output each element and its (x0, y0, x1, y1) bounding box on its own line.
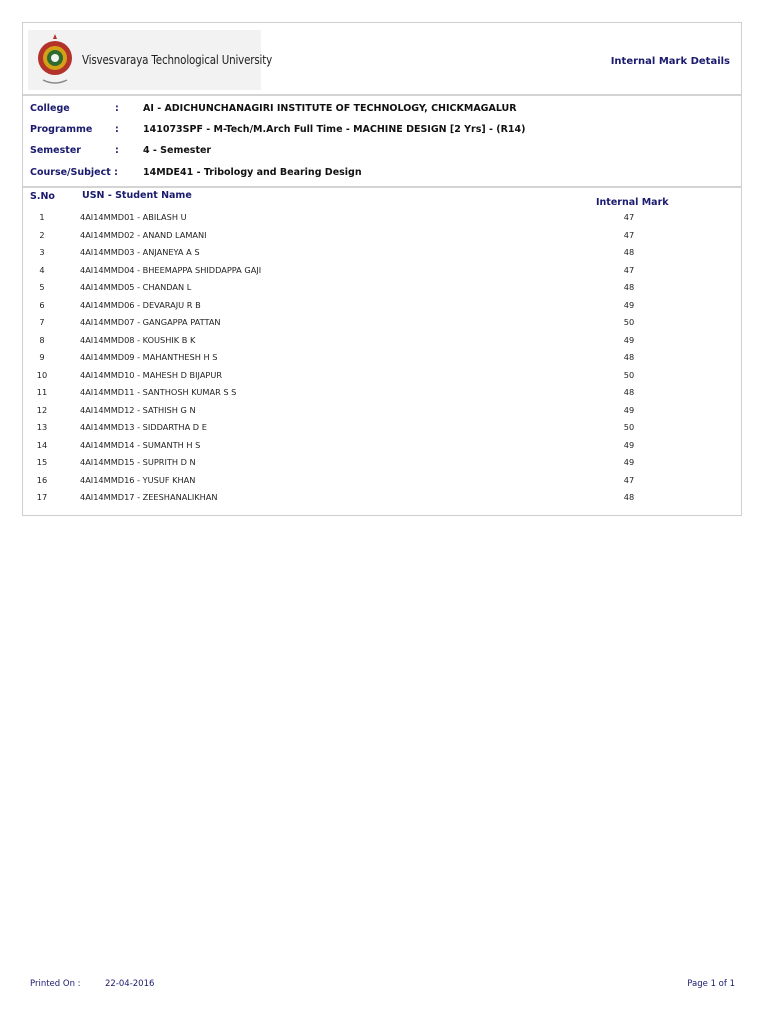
info-value: 141073SPF - M-Tech/M.Arch Full Time - MACHINE DESIGN [2 Yrs] - (R14) (143, 123, 526, 135)
row-sno: 15 (36, 457, 48, 467)
row-student: 4AI14MMD07 - GANGAPPA PATTAN (80, 317, 221, 327)
row-student: 4AI14MMD09 - MAHANTHESH H S (80, 352, 218, 362)
row-student: 4AI14MMD02 - ANAND LAMANI (80, 229, 207, 240)
table-row (23, 333, 741, 348)
row-mark: 49 (623, 334, 635, 345)
row-sno: 5 (39, 282, 45, 292)
row-sno: 14 (36, 439, 48, 450)
row-student: 4AI14MMD14 - SUMANTH H S (80, 439, 201, 450)
row-sno: 13 (36, 422, 48, 432)
row-student: 4AI14MMD04 - BHEEMAPPA SHIDDAPPA GAJI (80, 264, 262, 275)
row-sno: 1 (39, 212, 45, 222)
row-student: 4AI14MMD17 - ZEESHANALIKHAN (80, 492, 218, 502)
page-info: Page 1 of 1 (687, 979, 735, 989)
info-colon: : (115, 102, 119, 114)
row-student: 4AI14MMD05 - CHANDAN L (80, 282, 192, 292)
row-mark: 49 (623, 439, 635, 450)
row-mark: 47 (623, 474, 635, 485)
row-sno: 9 (39, 352, 45, 362)
row-student: 4AI14MMD01 - ABILASH U (80, 212, 187, 222)
table-row (23, 263, 741, 278)
table-row (23, 403, 741, 418)
info-label: Programme (30, 123, 93, 135)
row-student: 4AI14MMD15 - SUPRITH D N (80, 457, 196, 467)
info-label: Semester (30, 144, 81, 156)
row-mark: 49 (623, 457, 635, 467)
row-mark: 49 (623, 404, 635, 415)
info-row-course (30, 164, 362, 180)
row-mark: 48 (623, 352, 635, 362)
column-header-internal-mark: Internal Mark (596, 197, 669, 208)
row-student: 4AI14MMD08 - KOUSHIK B K (80, 334, 196, 345)
table-row (23, 385, 741, 400)
row-student: 4AI14MMD13 - SIDDARTHA D E (80, 422, 207, 432)
table-row (23, 490, 741, 505)
table-row (23, 350, 741, 365)
info-value: 14MDE41 - Tribology and Bearing Design (143, 166, 362, 178)
row-mark: 48 (623, 492, 635, 502)
row-sno: 10 (36, 369, 48, 380)
row-mark: 50 (623, 422, 635, 432)
row-student: 4AI14MMD11 - SANTHOSH KUMAR S S (80, 387, 237, 397)
info-label: College (30, 102, 70, 114)
printed-on-label: Printed On : (30, 979, 81, 989)
row-mark: 47 (623, 212, 635, 222)
table-row (23, 210, 741, 225)
printed-on-date: 22-04-2016 (105, 979, 155, 989)
table-row (23, 228, 741, 243)
row-sno: 11 (36, 387, 48, 397)
table-row (23, 280, 741, 295)
row-student: 4AI14MMD16 - YUSUF KHAN (80, 474, 196, 485)
report-header (23, 23, 741, 95)
row-mark: 48 (623, 247, 635, 257)
table-row (23, 298, 741, 313)
table-row (23, 368, 741, 383)
row-mark: 50 (623, 317, 635, 327)
row-sno: 4 (39, 264, 45, 275)
row-sno: 7 (39, 317, 45, 327)
row-sno: 17 (36, 492, 48, 502)
row-mark: 48 (623, 282, 635, 292)
info-row-college (30, 100, 517, 116)
page-title: Internal Mark Details (610, 56, 730, 67)
column-header-usn-name: USN - Student Name (82, 190, 192, 201)
table-row (23, 455, 741, 470)
info-value: 4 - Semester (143, 144, 212, 156)
table-row (23, 245, 741, 260)
row-sno: 3 (39, 247, 45, 257)
row-mark: 50 (623, 369, 635, 380)
university-logo-banner (28, 30, 273, 90)
info-label: Course/Subject : (30, 166, 118, 178)
table-row (23, 473, 741, 488)
row-mark: 49 (623, 299, 635, 310)
info-row-programme (30, 121, 526, 137)
vtu-seal-icon (33, 32, 77, 88)
info-value: AI - ADICHUNCHANAGIRI INSTITUTE OF TECHNOLOGY, CHICKMAGALUR (143, 102, 517, 114)
row-student: 4AI14MMD03 - ANJANEYA A S (80, 247, 200, 257)
row-sno: 8 (39, 334, 45, 345)
table-row (23, 420, 741, 435)
column-header-sno: S.No (30, 191, 55, 202)
row-student: 4AI14MMD10 - MAHESH D BIJAPUR (80, 369, 223, 380)
info-row-semester (30, 142, 211, 158)
table-row (23, 315, 741, 330)
row-mark: 47 (623, 229, 635, 240)
header-divider (23, 94, 741, 96)
row-mark: 48 (623, 387, 635, 397)
row-sno: 16 (36, 474, 48, 485)
info-colon: : (115, 123, 119, 135)
row-student: 4AI14MMD12 - SATHISH G N (80, 404, 196, 415)
row-sno: 6 (39, 299, 45, 310)
row-student: 4AI14MMD06 - DEVARAJU R B (80, 299, 201, 310)
row-sno: 12 (36, 404, 48, 415)
table-row (23, 438, 741, 453)
row-mark: 47 (623, 264, 635, 275)
info-colon: : (115, 144, 119, 156)
university-name: Visvesvaraya Technological University (82, 53, 273, 67)
row-sno: 2 (39, 229, 45, 240)
info-divider (23, 186, 741, 188)
report-frame (22, 22, 742, 516)
